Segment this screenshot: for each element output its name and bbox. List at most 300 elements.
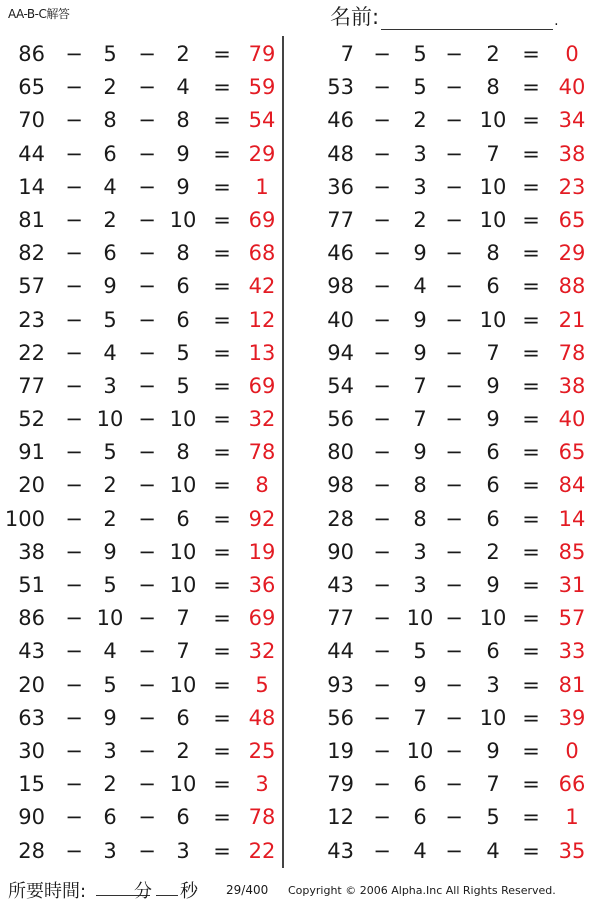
equals-sign: = — [213, 174, 231, 199]
subtrahend-2: 8 — [486, 75, 500, 100]
minus-sign: − — [138, 672, 156, 697]
minus-sign: − — [445, 573, 463, 597]
answer: 69 — [248, 606, 276, 631]
minus-sign: − — [373, 207, 391, 232]
answer: 36 — [248, 573, 276, 597]
minus-sign: − — [373, 606, 391, 631]
subtrahend-1: 3 — [103, 838, 117, 863]
equals-sign: = — [213, 573, 231, 597]
subtrahend-1: 9 — [413, 307, 427, 332]
minuend: 65 — [18, 75, 45, 100]
equals-sign: = — [522, 440, 540, 465]
subtrahend-2: 6 — [486, 440, 500, 465]
minuend: 94 — [327, 340, 354, 365]
page-number: 29/400 — [226, 883, 269, 897]
minus-sign: − — [373, 639, 391, 664]
subtrahend-1: 9 — [103, 274, 117, 299]
minus-sign: − — [138, 373, 156, 398]
minus-sign: − — [373, 539, 391, 564]
equals-sign: = — [213, 473, 231, 498]
equals-sign: = — [213, 307, 231, 332]
subtrahend-2: 6 — [176, 705, 190, 730]
subtrahend-2: 8 — [176, 241, 190, 266]
answer: 1 — [255, 174, 269, 199]
answer: 66 — [558, 772, 586, 797]
equals-sign: = — [213, 606, 231, 631]
subtrahend-1: 6 — [413, 805, 427, 830]
minus-sign: − — [65, 805, 83, 830]
equals-sign: = — [213, 506, 231, 531]
minus-sign: − — [138, 573, 156, 597]
subtrahend-1: 5 — [103, 573, 117, 597]
answer: 31 — [558, 573, 586, 597]
subtrahend-2: 6 — [176, 506, 190, 531]
minus-sign: − — [445, 274, 463, 299]
equals-sign: = — [522, 473, 540, 498]
minus-sign: − — [138, 440, 156, 465]
subtrahend-1: 10 — [406, 606, 434, 631]
minuend: 15 — [18, 772, 45, 797]
minuend: 7 — [340, 42, 354, 66]
answer: 29 — [558, 241, 586, 266]
equals-sign: = — [522, 108, 540, 133]
minuend: 79 — [327, 772, 354, 797]
minus-sign: − — [138, 340, 156, 365]
minus-sign: − — [373, 772, 391, 797]
subtrahend-1: 10 — [406, 738, 434, 763]
subtrahend-1: 5 — [103, 307, 117, 332]
minus-sign: − — [373, 174, 391, 199]
minus-sign: − — [138, 141, 156, 166]
equals-sign: = — [213, 241, 231, 266]
minus-sign: − — [445, 141, 463, 166]
equals-sign: = — [522, 307, 540, 332]
subtrahend-2: 6 — [486, 506, 500, 531]
subtrahend-2: 2 — [176, 42, 190, 66]
subtrahend-2: 2 — [486, 539, 500, 564]
answer: 32 — [248, 407, 276, 432]
subtrahend-1: 2 — [103, 207, 117, 232]
minuend: 56 — [327, 705, 354, 730]
subtrahend-2: 5 — [176, 373, 190, 398]
subtrahend-2: 7 — [486, 772, 500, 797]
subtrahend-2: 6 — [486, 639, 500, 664]
minuend: 57 — [18, 274, 45, 299]
subtrahend-1: 4 — [413, 274, 427, 299]
minus-sign: − — [373, 738, 391, 763]
subtrahend-2: 10 — [169, 539, 197, 564]
minutes-label: 分 — [134, 881, 152, 902]
answer: 69 — [248, 373, 276, 398]
minus-sign: − — [138, 207, 156, 232]
minuend: 38 — [18, 539, 45, 564]
minus-sign: − — [445, 340, 463, 365]
subtrahend-2: 6 — [176, 805, 190, 830]
answer: 38 — [558, 373, 586, 398]
subtrahend-2: 10 — [479, 705, 507, 730]
subtrahend-1: 2 — [103, 772, 117, 797]
answer: 32 — [248, 639, 276, 664]
equals-sign: = — [522, 805, 540, 830]
minus-sign: − — [445, 241, 463, 266]
minus-sign: − — [65, 473, 83, 498]
answer: 79 — [248, 42, 276, 66]
answer: 3 — [255, 772, 269, 797]
answer: 92 — [248, 506, 276, 531]
minuend: 20 — [18, 473, 45, 498]
minus-sign: − — [138, 75, 156, 100]
minus-sign: − — [138, 705, 156, 730]
subtrahend-2: 9 — [486, 738, 500, 763]
subtrahend-2: 5 — [486, 805, 500, 830]
subtrahend-1: 9 — [103, 539, 117, 564]
minus-sign: − — [445, 672, 463, 697]
minuend: 86 — [18, 42, 45, 66]
equals-sign: = — [213, 274, 231, 299]
time-label: 所要時間: — [8, 881, 87, 902]
answer: 38 — [558, 141, 586, 166]
answer: 21 — [558, 307, 586, 332]
sheet-title: AA-B-C解答 — [8, 7, 70, 21]
subtrahend-1: 9 — [413, 340, 427, 365]
subtrahend-2: 10 — [479, 207, 507, 232]
minus-sign: − — [373, 373, 391, 398]
seconds-blank[interactable] — [156, 895, 178, 896]
answer: 84 — [558, 473, 586, 498]
equals-sign: = — [522, 373, 540, 398]
minuend: 40 — [327, 307, 354, 332]
equals-sign: = — [213, 838, 231, 863]
subtrahend-1: 4 — [103, 174, 117, 199]
answer: 12 — [248, 307, 276, 332]
minus-sign: − — [65, 407, 83, 432]
minuend: 14 — [18, 174, 45, 199]
minus-sign: − — [138, 639, 156, 664]
minuend: 44 — [18, 141, 45, 166]
minus-sign: − — [65, 838, 83, 863]
subtrahend-2: 10 — [479, 606, 507, 631]
subtrahend-2: 6 — [486, 274, 500, 299]
minuend: 22 — [18, 340, 45, 365]
minus-sign: − — [373, 672, 391, 697]
equals-sign: = — [522, 772, 540, 797]
subtrahend-1: 5 — [413, 42, 427, 66]
minus-sign: − — [65, 573, 83, 597]
minus-sign: − — [373, 573, 391, 597]
answer: 40 — [558, 407, 586, 432]
subtrahend-1: 7 — [413, 373, 427, 398]
subtrahend-1: 3 — [413, 141, 427, 166]
subtrahend-1: 9 — [413, 440, 427, 465]
minuend: 86 — [18, 606, 45, 631]
answer: 34 — [558, 108, 586, 133]
subtrahend-2: 4 — [486, 838, 500, 863]
subtrahend-2: 10 — [479, 307, 507, 332]
subtrahend-1: 2 — [103, 75, 117, 100]
subtrahend-1: 4 — [413, 838, 427, 863]
subtrahend-2: 3 — [486, 672, 500, 697]
equals-sign: = — [522, 340, 540, 365]
minus-sign: − — [138, 506, 156, 531]
minus-sign: − — [65, 772, 83, 797]
minus-sign: − — [138, 606, 156, 631]
equals-sign: = — [213, 705, 231, 730]
minuend: 77 — [18, 373, 45, 398]
equals-sign: = — [213, 108, 231, 133]
equals-sign: = — [522, 141, 540, 166]
minus-sign: − — [138, 838, 156, 863]
minus-sign: − — [373, 407, 391, 432]
subtrahend-2: 10 — [169, 207, 197, 232]
minus-sign: − — [373, 705, 391, 730]
footer — [8, 877, 598, 901]
subtrahend-2: 10 — [169, 573, 197, 597]
subtrahend-2: 2 — [176, 738, 190, 763]
answer: 0 — [565, 42, 579, 66]
subtrahend-2: 2 — [486, 42, 500, 66]
name-blank-line[interactable] — [381, 9, 553, 30]
minus-sign: − — [138, 738, 156, 763]
equals-sign: = — [522, 838, 540, 863]
equals-sign: = — [522, 705, 540, 730]
minus-sign: − — [65, 639, 83, 664]
minuend: 44 — [327, 639, 354, 664]
minus-sign: − — [445, 108, 463, 133]
equals-sign: = — [213, 141, 231, 166]
subtrahend-1: 5 — [413, 75, 427, 100]
subtrahend-1: 3 — [413, 573, 427, 597]
answer: 35 — [558, 838, 586, 863]
seconds-label: 秒 — [180, 881, 198, 902]
answer: 78 — [248, 805, 276, 830]
subtrahend-1: 10 — [96, 407, 124, 432]
copyright-notice: Copyright © 2006 Alpha.Inc All Rights Reserved. — [288, 884, 556, 897]
answer: 23 — [558, 174, 586, 199]
minuend: 46 — [327, 241, 354, 266]
subtrahend-1: 8 — [103, 108, 117, 133]
minus-sign: − — [373, 241, 391, 266]
name-label: 名前: — [330, 5, 380, 29]
minus-sign: − — [373, 108, 391, 133]
equals-sign: = — [522, 174, 540, 199]
minus-sign: − — [445, 506, 463, 531]
subtrahend-1: 8 — [413, 506, 427, 531]
answer: 42 — [248, 274, 276, 299]
name-dot: . — [554, 13, 559, 29]
minus-sign: − — [445, 75, 463, 100]
subtrahend-1: 5 — [103, 42, 117, 66]
minus-sign: − — [445, 772, 463, 797]
answer: 19 — [248, 539, 276, 564]
minuend: 43 — [327, 573, 354, 597]
answer: 29 — [248, 141, 276, 166]
minus-sign: − — [138, 42, 156, 66]
minus-sign: − — [373, 838, 391, 863]
minuend: 98 — [327, 473, 354, 498]
equals-sign: = — [522, 738, 540, 763]
minuend: 81 — [18, 207, 45, 232]
minuend: 98 — [327, 274, 354, 299]
minus-sign: − — [445, 539, 463, 564]
minus-sign: − — [65, 274, 83, 299]
subtrahend-1: 10 — [96, 606, 124, 631]
minus-sign: − — [373, 340, 391, 365]
minus-sign: − — [65, 241, 83, 266]
minuend: 28 — [18, 838, 45, 863]
answer: 1 — [565, 805, 579, 830]
equals-sign: = — [522, 606, 540, 631]
minus-sign: − — [373, 42, 391, 66]
equals-sign: = — [213, 373, 231, 398]
minus-sign: − — [445, 440, 463, 465]
minus-sign: − — [65, 440, 83, 465]
minus-sign: − — [65, 738, 83, 763]
subtrahend-1: 4 — [103, 639, 117, 664]
subtrahend-2: 3 — [176, 838, 190, 863]
minus-sign: − — [445, 606, 463, 631]
minuend: 93 — [327, 672, 354, 697]
equals-sign: = — [213, 407, 231, 432]
answer: 5 — [255, 672, 269, 697]
equals-sign: = — [213, 738, 231, 763]
subtrahend-2: 10 — [479, 174, 507, 199]
minuend: 56 — [327, 407, 354, 432]
minus-sign: − — [445, 42, 463, 66]
subtrahend-1: 6 — [103, 241, 117, 266]
minuend: 19 — [327, 738, 354, 763]
name-field-row — [330, 4, 559, 30]
answer: 88 — [558, 274, 586, 299]
answer: 33 — [558, 639, 586, 664]
subtrahend-1: 8 — [413, 473, 427, 498]
answer: 69 — [248, 207, 276, 232]
subtrahend-2: 9 — [486, 573, 500, 597]
subtrahend-2: 10 — [169, 672, 197, 697]
minus-sign: − — [445, 207, 463, 232]
subtrahend-1: 5 — [103, 440, 117, 465]
equals-sign: = — [522, 672, 540, 697]
subtrahend-1: 3 — [103, 738, 117, 763]
subtrahend-2: 4 — [176, 75, 190, 100]
answer: 59 — [248, 75, 276, 100]
equals-sign: = — [213, 639, 231, 664]
minus-sign: − — [445, 373, 463, 398]
subtrahend-2: 8 — [176, 440, 190, 465]
minus-sign: − — [138, 174, 156, 199]
minus-sign: − — [138, 539, 156, 564]
subtrahend-1: 9 — [103, 705, 117, 730]
minus-sign: − — [65, 307, 83, 332]
equals-sign: = — [522, 75, 540, 100]
minuend: 51 — [18, 573, 45, 597]
minuend: 23 — [18, 307, 45, 332]
minus-sign: − — [65, 340, 83, 365]
answer: 39 — [558, 705, 586, 730]
subtrahend-1: 6 — [413, 772, 427, 797]
minuend: 53 — [327, 75, 354, 100]
answer: 14 — [558, 506, 586, 531]
minus-sign: − — [65, 506, 83, 531]
minuend: 52 — [18, 407, 45, 432]
minuend: 54 — [327, 373, 354, 398]
answer: 48 — [248, 705, 276, 730]
minus-sign: − — [373, 473, 391, 498]
minus-sign: − — [445, 407, 463, 432]
answer: 13 — [248, 340, 276, 365]
equals-sign: = — [213, 539, 231, 564]
equals-sign: = — [522, 407, 540, 432]
minus-sign: − — [65, 207, 83, 232]
subtrahend-1: 3 — [103, 373, 117, 398]
minus-sign: − — [138, 473, 156, 498]
subtrahend-1: 6 — [103, 141, 117, 166]
subtrahend-2: 5 — [176, 340, 190, 365]
minus-sign: − — [65, 75, 83, 100]
subtrahend-2: 7 — [176, 639, 190, 664]
minus-sign: − — [445, 307, 463, 332]
minus-sign: − — [373, 307, 391, 332]
minus-sign: − — [65, 373, 83, 398]
subtrahend-2: 10 — [169, 407, 197, 432]
equals-sign: = — [213, 772, 231, 797]
minuend: 12 — [327, 805, 354, 830]
minus-sign: − — [373, 440, 391, 465]
minuend: 77 — [327, 207, 354, 232]
minus-sign: − — [373, 141, 391, 166]
minuend: 43 — [327, 838, 354, 863]
equals-sign: = — [213, 672, 231, 697]
subtrahend-2: 8 — [176, 108, 190, 133]
subtrahend-2: 6 — [176, 307, 190, 332]
minus-sign: − — [445, 838, 463, 863]
subtrahend-1: 9 — [413, 241, 427, 266]
equals-sign: = — [522, 506, 540, 531]
minuend: 77 — [327, 606, 354, 631]
answer: 40 — [558, 75, 586, 100]
equals-sign: = — [522, 274, 540, 299]
minuend: 20 — [18, 672, 45, 697]
equals-sign: = — [522, 539, 540, 564]
minus-sign: − — [138, 241, 156, 266]
minus-sign: − — [445, 473, 463, 498]
minus-sign: − — [65, 606, 83, 631]
minus-sign: − — [65, 705, 83, 730]
subtrahend-1: 2 — [413, 108, 427, 133]
subtrahend-2: 9 — [176, 141, 190, 166]
answer: 8 — [255, 473, 269, 498]
equals-sign: = — [213, 75, 231, 100]
minus-sign: − — [65, 539, 83, 564]
equals-sign: = — [522, 573, 540, 597]
minus-sign: − — [445, 639, 463, 664]
equals-sign: = — [522, 241, 540, 266]
answer: 81 — [558, 672, 586, 697]
minus-sign: − — [445, 705, 463, 730]
subtrahend-2: 9 — [176, 174, 190, 199]
subtrahend-1: 2 — [413, 207, 427, 232]
answer: 68 — [248, 241, 276, 266]
minus-sign: − — [138, 407, 156, 432]
equals-sign: = — [213, 340, 231, 365]
subtrahend-2: 8 — [486, 241, 500, 266]
answer: 57 — [558, 606, 586, 631]
minus-sign: − — [65, 42, 83, 66]
minuend: 82 — [18, 241, 45, 266]
equals-sign: = — [213, 805, 231, 830]
minuend: 43 — [18, 639, 45, 664]
subtrahend-2: 9 — [486, 407, 500, 432]
answer: 22 — [248, 838, 276, 863]
